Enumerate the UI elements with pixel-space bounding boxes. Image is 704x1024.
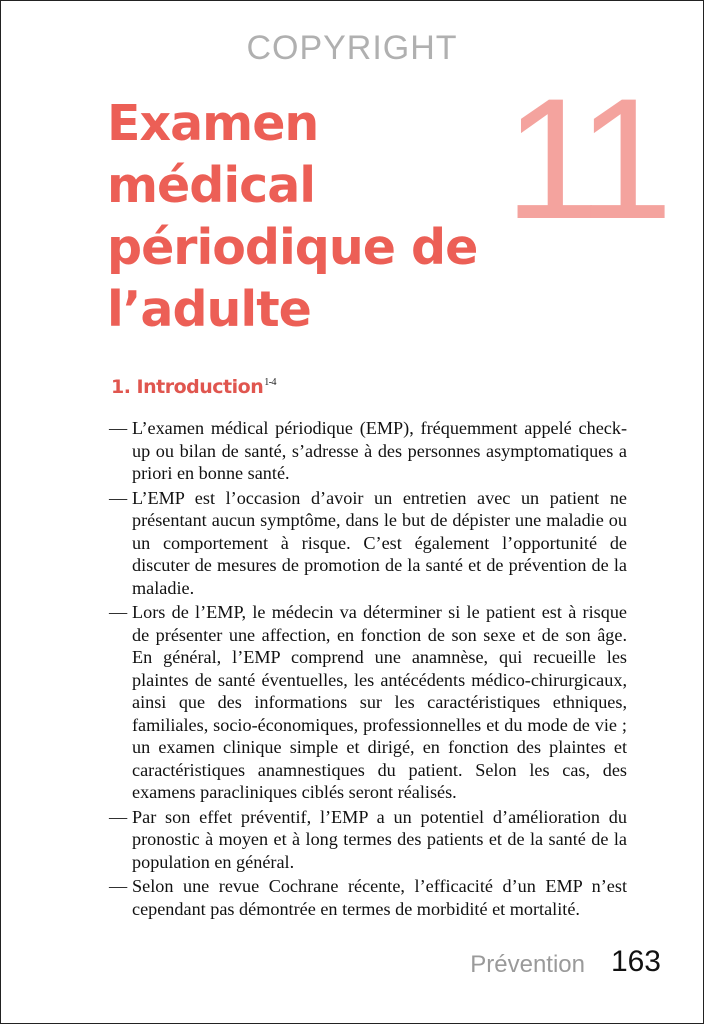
section-heading [111, 376, 276, 398]
bullet-text: Lors de l’EMP, le médecin va déterminer si le patient est à risque de présenter une affection, en fonction de son sexe et de son âge. En général, l’EMP comprend une anamnèse, qui recueille les plaintes de santé éventuelles, les antécédents médico-chirurgicaux, ainsi que des informations sur les caractéristiques ethniques, familiales, socio-économiques, professionnelles et du mode de vie ; un examen clinique simple et dirigé, en fonction des plaintes et caractéristiques anamnestiques du patient. Selon les cas, des examens paracliniques ciblés seront réalisés. [132, 602, 627, 802]
bullet-dash: — [109, 876, 128, 896]
chapter-title: Examen médical périodique de l’adulte [107, 95, 478, 338]
footer-section-name: Prévention [470, 951, 585, 978]
list-item [109, 601, 627, 804]
bullet-text: Par son effet préventif, l’EMP a un potentiel d’amélioration du pronostic à moyen et à long termes des patients et de la santé de la population en général. [132, 806, 627, 872]
bullet-text: L’EMP est l’occasion d’avoir un entretien avec un patient ne présentant aucun symptôme, dans le but de dépister une maladie ou un comportement à risque. C’est également l’opportunité de discuter de mesures de promotion de la santé et de prévention de la maladie. [132, 487, 627, 598]
bullet-dash: — [109, 806, 128, 827]
bullet-text: Selon une revue Cochrane récente, l’efficacité d’un EMP n’est cependant pas démontrée en termes de morbidité et mortalité. [132, 876, 627, 919]
chapter-number: 11 [504, 63, 663, 255]
bullet-list [109, 417, 627, 922]
bullet-dash: — [109, 487, 128, 508]
bullet-text: L’examen médical périodique (EMP), fréquemment appelé check-up ou bilan de santé, s’adresse à des personnes asymptomatiques a priori en bonne santé. [132, 418, 627, 483]
bullet-dash: — [109, 418, 128, 438]
page-number: 163 [610, 945, 661, 978]
list-item [109, 806, 627, 874]
list-item [109, 487, 627, 600]
copyright-watermark: COPYRIGHT [246, 29, 458, 67]
bullet-dash: — [109, 602, 128, 622]
list-item [109, 417, 627, 485]
list-item [109, 875, 627, 920]
section-heading-text: 1. Introduction [111, 376, 264, 398]
section-reference: 1-4 [264, 377, 277, 388]
